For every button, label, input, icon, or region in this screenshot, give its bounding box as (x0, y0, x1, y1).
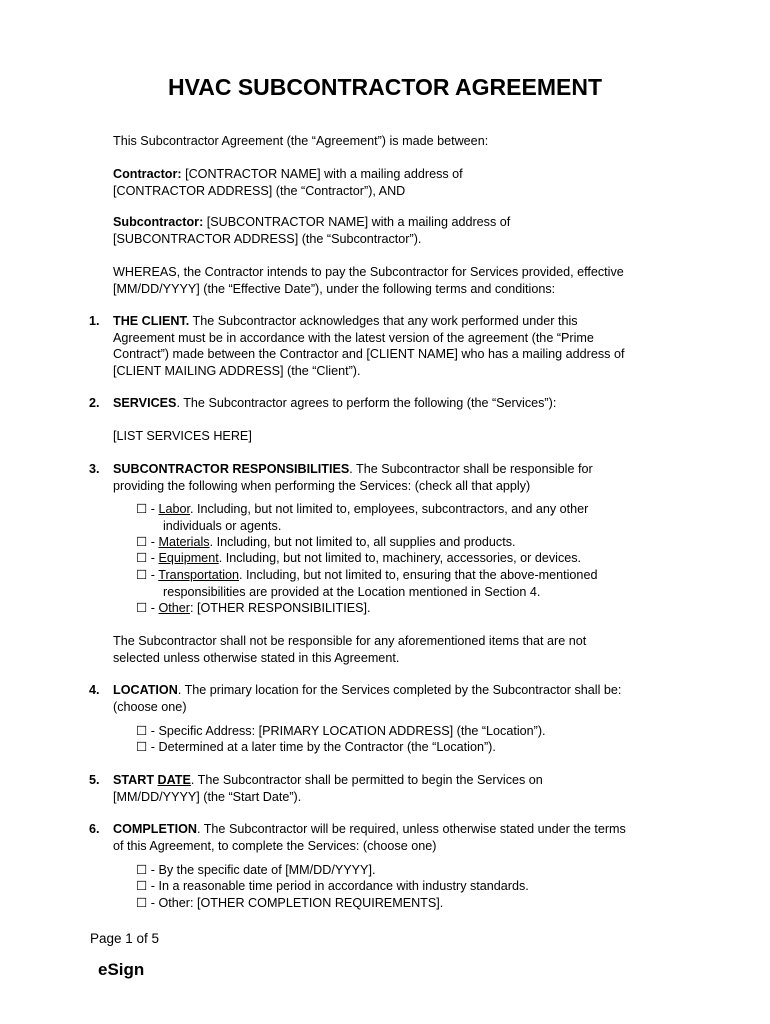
completion-option-reasonable[interactable]: ☐ - In a reasonable time period in accordance with industry standards. (136, 879, 529, 893)
whereas-line-1: WHEREAS, the Contractor intends to pay the Subcontractor for Services provided, effective (113, 265, 624, 279)
section-5-body (113, 772, 688, 805)
checkbox-icon[interactable]: ☐ - (136, 551, 159, 565)
option-term: Materials (158, 535, 210, 549)
option-labor[interactable] (136, 501, 656, 534)
section-2-heading: SERVICES (113, 396, 177, 410)
checkbox-icon[interactable]: ☐ - (136, 568, 159, 582)
section-6-body (113, 821, 688, 854)
section-3-line-1: . The Subcontractor shall be responsible for (349, 462, 593, 476)
option-continuation: individuals or agents. (163, 518, 282, 533)
section-1-body (113, 313, 688, 379)
whereas-paragraph (113, 264, 693, 297)
section-4-number: 4. (89, 683, 100, 697)
section-1-line-3: Contract”) made between the Contractor and [CLIENT NAME] who has a mailing address of (113, 347, 625, 361)
subcontractor-line-1: [SUBCONTRACTOR NAME] with a mailing address of (203, 215, 511, 229)
contractor-paragraph (113, 166, 693, 199)
subcontractor-paragraph (113, 214, 693, 247)
section-1-line-2: Agreement must be in accordance with the latest version of the agreement (the “Prime (113, 330, 594, 345)
section-5-heading-date: DATE (157, 773, 191, 787)
services-list-placeholder: [LIST SERVICES HERE] (113, 429, 252, 443)
completion-option-other[interactable]: ☐ - Other: [OTHER COMPLETION REQUIREMENTS]. (136, 896, 444, 910)
section-6-number: 6. (89, 822, 100, 836)
subcontractor-line-2: [SUBCONTRACTOR ADDRESS] (the “Subcontractor”). (113, 231, 422, 246)
section-6-line-1: . The Subcontractor will be required, unless otherwise stated under the terms (196, 822, 626, 836)
section-6-line-2: of this Agreement, to complete the Services: (choose one) (113, 838, 437, 853)
section-5-number: 5. (89, 773, 100, 787)
contractor-label: Contractor: (113, 167, 182, 181)
section-5-heading: START (113, 773, 158, 787)
option-equipment[interactable] (136, 550, 656, 567)
section-2-line-1: . The Subcontractor agrees to perform the following (the “Services”): (176, 396, 557, 410)
whereas-line-2: [MM/DD/YYYY] (the “Effective Date”), under the following terms and conditions: (113, 281, 556, 296)
option-term: Transportation (158, 568, 239, 582)
section-1-line-4: [CLIENT MAILING ADDRESS] (the “Client”). (113, 363, 361, 378)
option-text: . Including, but not limited to, employees, subcontractors, and any other (190, 502, 589, 516)
intro-paragraph: This Subcontractor Agreement (the “Agreement”) is made between: (113, 134, 489, 148)
checkbox-icon[interactable]: ☐ - (136, 535, 159, 549)
option-text: . Including, but not limited to, all supplies and products. (209, 535, 516, 549)
contractor-line-1: [CONTRACTOR NAME] with a mailing address of (181, 167, 463, 181)
section-5-line-2: [MM/DD/YYYY] (the “Start Date”). (113, 789, 302, 804)
section-1-number: 1. (89, 314, 100, 328)
completion-option-date[interactable]: ☐ - By the specific date of [MM/DD/YYYY]. (136, 863, 376, 877)
section-3-body (113, 461, 688, 494)
option-other[interactable] (136, 600, 656, 617)
checkbox-icon[interactable]: ☐ - (136, 601, 159, 615)
document-title: HVAC SUBCONTRACTOR AGREEMENT (167, 74, 603, 100)
section-1-line-1: The Subcontractor acknowledges that any work performed under this (189, 314, 578, 328)
location-option-later[interactable]: ☐ - Determined at a later time by the Contractor (the “Location”). (136, 740, 496, 754)
section-4-line-2: (choose one) (113, 699, 187, 714)
section-4-heading: LOCATION (113, 683, 178, 697)
section-3-line-2: providing the following when performing the Services: (check all that apply) (113, 478, 531, 493)
page-number: Page 1 of 5 (90, 931, 160, 946)
section-3-note-line-2: selected unless otherwise stated in this Agreement. (113, 650, 400, 665)
option-text: . Including, but not limited to, ensuring that the above-mentioned (239, 568, 598, 582)
option-transportation[interactable] (136, 567, 656, 600)
section-2-body (113, 395, 688, 412)
section-4-body (113, 682, 688, 715)
section-6-heading: COMPLETION (113, 822, 197, 836)
section-4-line-1: . The primary location for the Services completed by the Subcontractor shall be: (177, 683, 622, 697)
checkbox-icon[interactable]: ☐ - (136, 502, 159, 516)
subcontractor-label: Subcontractor: (113, 215, 204, 229)
esign-logo: eSign (98, 960, 145, 979)
section-1-heading: THE CLIENT. (113, 314, 190, 328)
option-term: Other (158, 601, 190, 615)
section-3-heading: SUBCONTRACTOR RESPONSIBILITIES (113, 462, 350, 476)
option-term: Labor (158, 502, 190, 516)
option-text: : [OTHER RESPONSIBILITIES]. (189, 601, 371, 615)
option-continuation: responsibilities are provided at the Location mentioned in Section 4. (163, 584, 541, 599)
option-term: Equipment (158, 551, 219, 565)
location-option-specific[interactable]: ☐ - Specific Address: [PRIMARY LOCATION ADDRESS] (the “Location”). (136, 724, 546, 738)
option-text: . Including, but not limited to, machinery, accessories, or devices. (218, 551, 582, 565)
section-2-number: 2. (89, 396, 100, 410)
contractor-line-2: [CONTRACTOR ADDRESS] (the “Contractor”), AND (113, 183, 406, 198)
option-materials[interactable] (136, 534, 656, 551)
section-3-note (113, 633, 693, 666)
section-5-line-1: . The Subcontractor shall be permitted to begin the Services on (190, 773, 543, 787)
section-3-number: 3. (89, 462, 100, 476)
section-3-note-line-1: The Subcontractor shall not be responsible for any aforementioned items that are not (113, 634, 587, 648)
